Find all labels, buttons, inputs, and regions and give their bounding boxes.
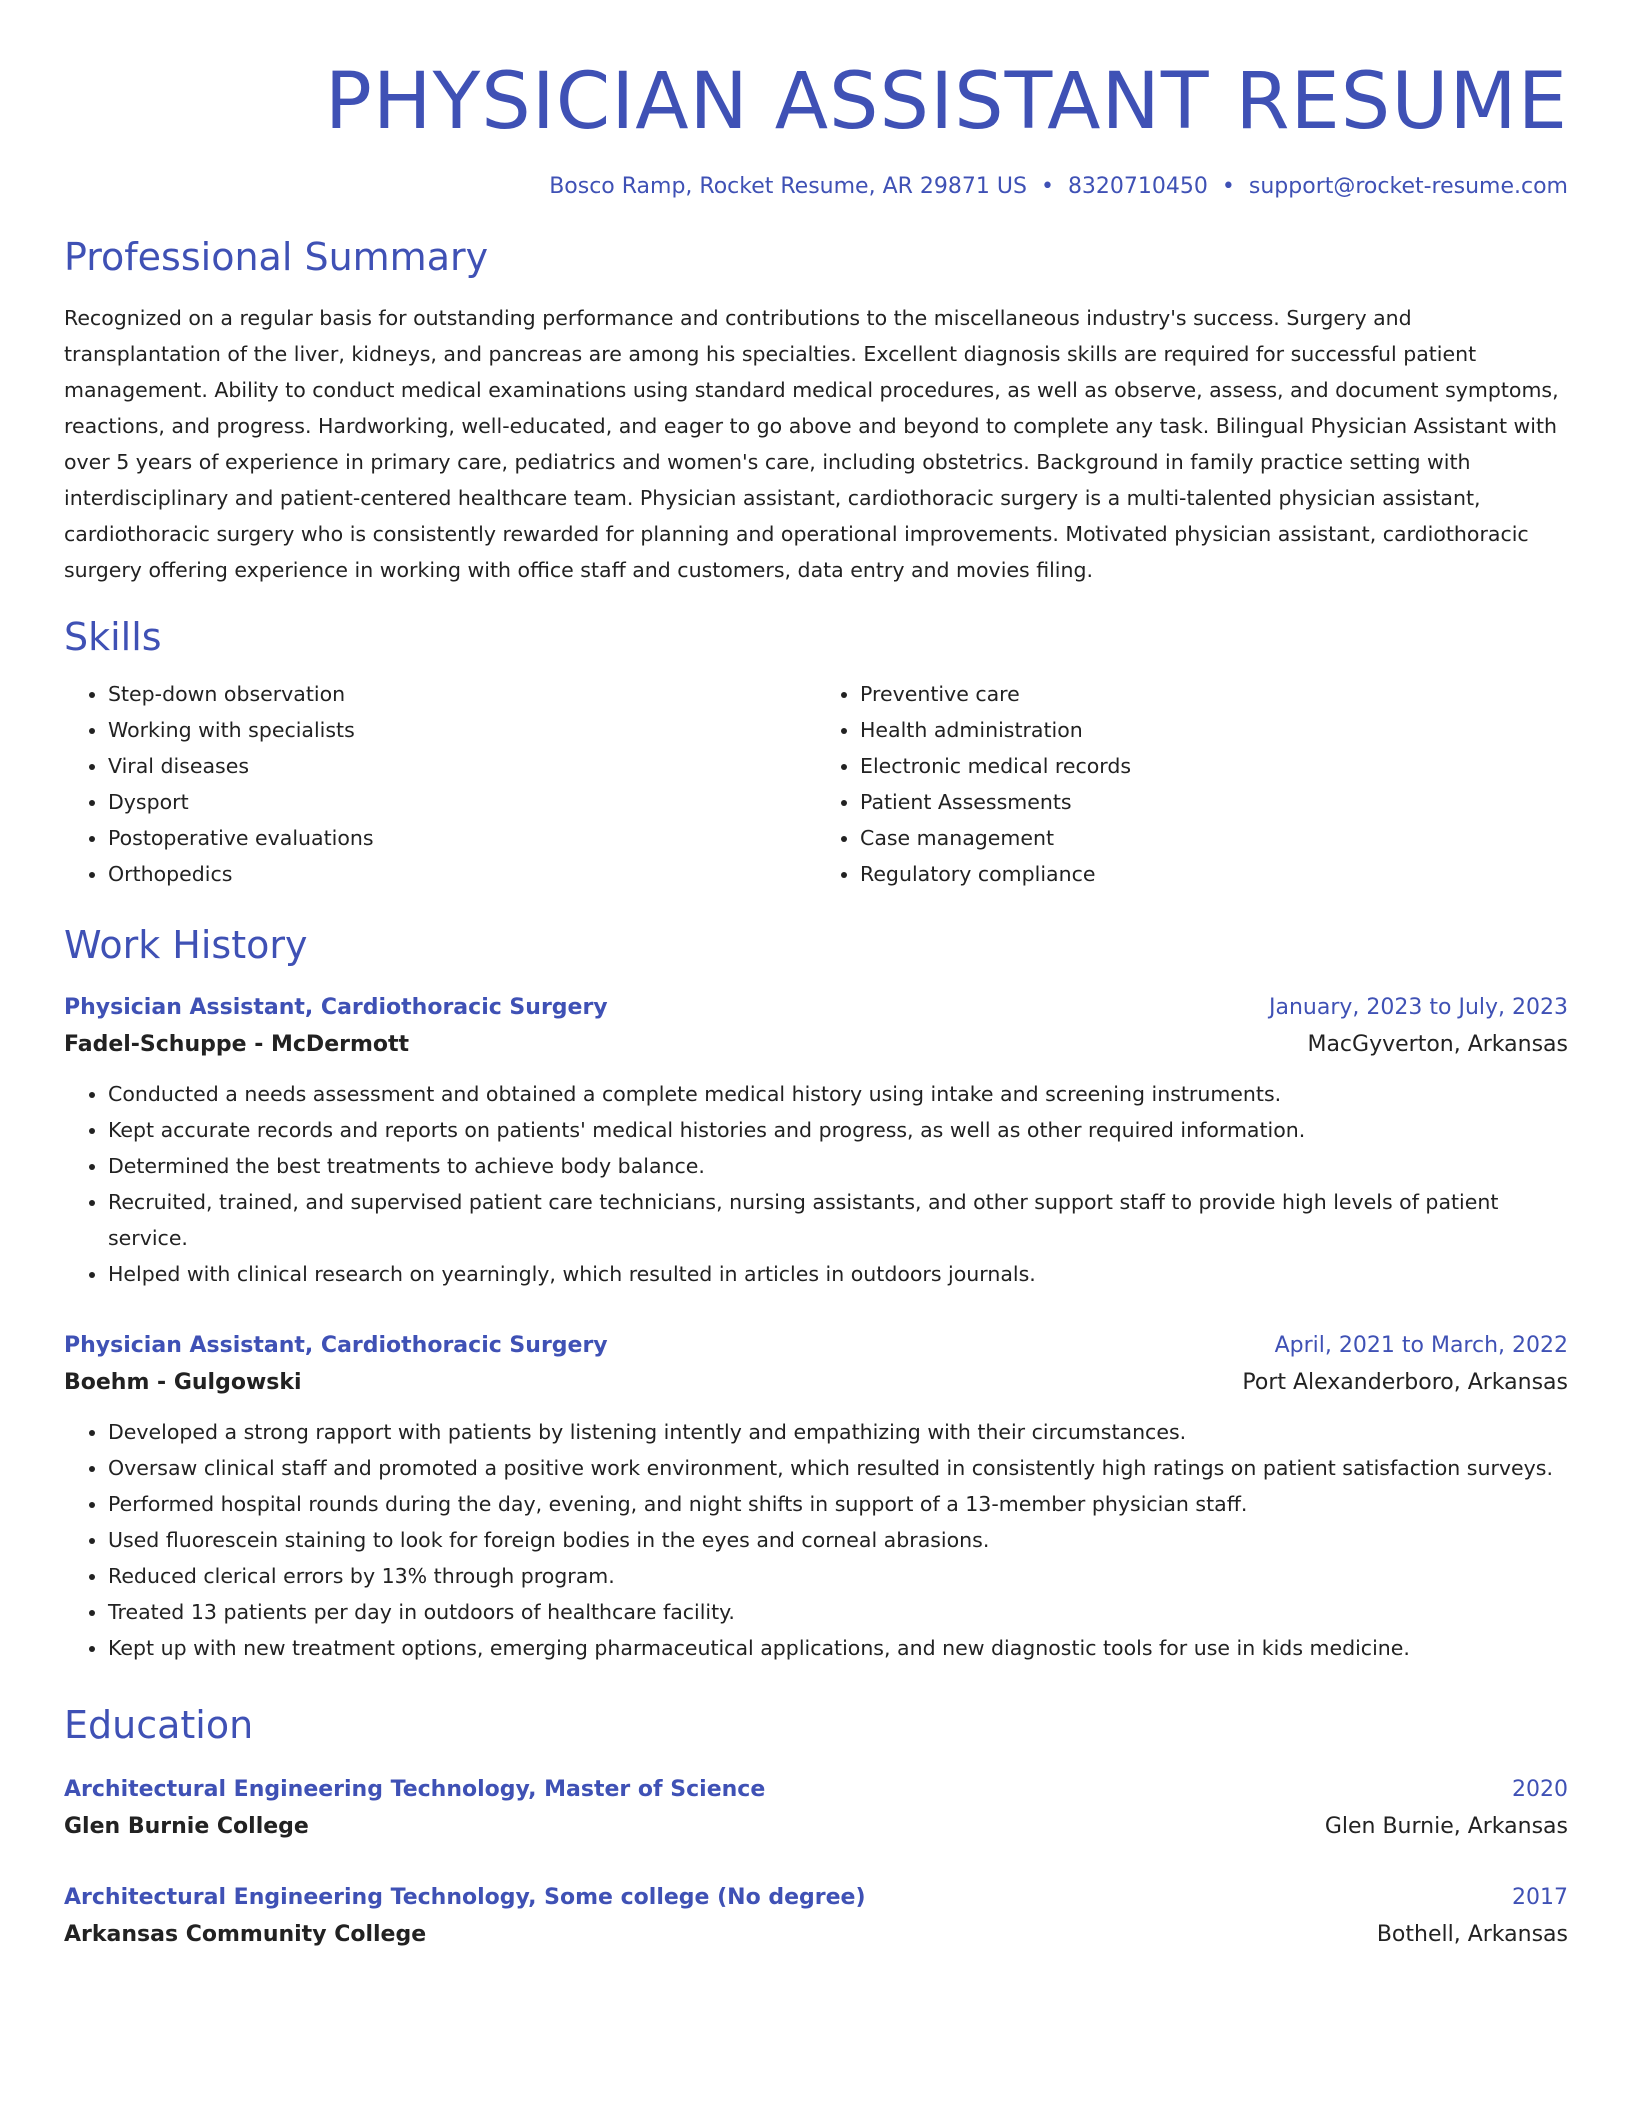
job-bullet: • Helped with clinical research on yearningly, which resulted in articles in outdoors journals.: [108, 1256, 1568, 1292]
job-company-row: [64, 1026, 1568, 1064]
education-entry: [64, 1772, 1568, 1846]
summary-text: Recognized on a regular basis for outstanding performance and contributions to the miscellaneous industry's success. Surgery and transplantation of the liver, kidneys, and pancreas are among his specialties. Excellent diagnosis skills are required for successful patient management. Ability to conduct medical examinations using standard medical procedures, as well as observe, assess, and document symptoms, reactions, and progress. Hardworking, well-educated, and eager to go above and beyond to complete any task. Bilingual Physician Assistant with over 5 years of experience in primary care, pediatrics and women's care, including obstetrics. Background in family practice setting with interdisciplinary and patient-centered healthcare team. Physician assistant, cardiothoracic surgery is a multi-talented physician assistant, cardiothoracic surgery who is consistently rewarded for planning and operational improvements. Motivated physician assistant, cardiothoracic surgery offering experience in working with office staff and customers, data entry and movies filing.: [64, 306, 1559, 582]
job-bullet: • Kept accurate records and reports on patients' medical histories and progress, as well as other required information.: [108, 1112, 1568, 1148]
section-heading-work: Work History: [64, 923, 308, 967]
job-bullet: • Recruited, trained, and supervised patient care technicians, nursing assistants, and other support staff to provide high levels of patient service.: [108, 1184, 1568, 1256]
job-company-row: [64, 1364, 1568, 1402]
skills-section: [64, 612, 1568, 892]
education-entry: [64, 1880, 1568, 1954]
job-bullets: [64, 1076, 1568, 1292]
skills-grid: [64, 676, 1568, 892]
job-entry: [64, 1328, 1568, 1666]
job-company: Boehm - Gulgowski: [64, 1370, 302, 1395]
job-location: MacGyverton, Arkansas: [1307, 1032, 1568, 1057]
contact-line: [64, 172, 1568, 202]
education-location: Glen Burnie, Arkansas: [1324, 1814, 1568, 1839]
job-bullet: • Reduced clerical errors by 13% through program.: [108, 1558, 1568, 1594]
job-entry: [64, 990, 1568, 1292]
job-bullet: • Treated 13 patients per day in outdoors of healthcare facility.: [108, 1594, 1568, 1630]
skill-item: • Electronic medical records: [860, 748, 1568, 784]
education-section: [64, 1700, 1568, 1954]
job-bullet: • Used fluorescein staining to look for foreign bodies in the eyes and corneal abrasions.: [108, 1522, 1568, 1558]
job-bullets: [64, 1414, 1568, 1666]
skill-item: • Case management: [860, 820, 1568, 856]
job-dates: April, 2021 to March, 2022: [1274, 1333, 1568, 1358]
contact-address: Bosco Ramp, Rocket Resume, AR 29871 US: [549, 174, 1027, 199]
job-role: Physician Assistant, Cardiothoracic Surgery: [64, 1333, 608, 1358]
skill-item: • Postoperative evaluations: [108, 820, 816, 856]
job-bullet: • Developed a strong rapport with patients by listening intently and empathizing with their circumstances.: [108, 1414, 1568, 1450]
skill-item: • Health administration: [860, 712, 1568, 748]
skill-item: • Patient Assessments: [860, 784, 1568, 820]
education-degree-row: [64, 1880, 1568, 1916]
job-bullet: • Oversaw clinical staff and promoted a positive work environment, which resulted in consistently high ratings on patient satisfaction surveys.: [108, 1450, 1568, 1486]
education-degree: Architectural Engineering Technology, Master of Science: [64, 1777, 766, 1802]
contact-email: support@rocket-resume.com: [1248, 174, 1568, 199]
job-bullet: • Kept up with new treatment options, emerging pharmaceutical applications, and new diagnostic tools for use in kids medicine.: [108, 1630, 1568, 1666]
education-school: Arkansas Community College: [64, 1922, 427, 1947]
section-heading-summary: Professional Summary: [64, 235, 489, 279]
skill-item: • Dysport: [108, 784, 816, 820]
job-bullet: • Conducted a needs assessment and obtained a complete medical history using intake and screening instruments.: [108, 1076, 1568, 1112]
job-company: Fadel-Schuppe - McDermott: [64, 1032, 410, 1057]
job-role: Physician Assistant, Cardiothoracic Surgery: [64, 995, 608, 1020]
job-bullet: • Performed hospital rounds during the day, evening, and night shifts in support of a 13-member physician staff.: [108, 1486, 1568, 1522]
job-title-row: [64, 1328, 1568, 1364]
education-degree-row: [64, 1772, 1568, 1808]
job-title-row: [64, 990, 1568, 1026]
section-heading-skills: Skills: [64, 615, 162, 659]
education-school-row: [64, 1808, 1568, 1846]
work-history-section: [64, 920, 1568, 1666]
skill-item: • Step-down observation: [108, 676, 816, 712]
contact-phone: 8320710450: [1067, 174, 1208, 199]
education-school-row: [64, 1916, 1568, 1954]
skills-column-left: [64, 676, 816, 892]
education-year: 2020: [1512, 1777, 1568, 1802]
contact-separator: •: [1221, 174, 1235, 199]
job-bullet: • Determined the best treatments to achieve body balance.: [108, 1148, 1568, 1184]
skill-item: • Working with specialists: [108, 712, 816, 748]
skill-item: • Preventive care: [860, 676, 1568, 712]
skill-item: • Orthopedics: [108, 856, 816, 892]
section-heading-education: Education: [64, 1703, 254, 1747]
resume-header: [64, 52, 1568, 202]
professional-summary-section: [64, 232, 1568, 588]
resume-title: PHYSICIAN ASSISTANT RESUME: [324, 57, 1568, 147]
job-location: Port Alexanderboro, Arkansas: [1242, 1370, 1568, 1395]
education-school: Glen Burnie College: [64, 1814, 309, 1839]
job-dates: January, 2023 to July, 2023: [1269, 995, 1568, 1020]
skill-item: • Viral diseases: [108, 748, 816, 784]
education-degree: Architectural Engineering Technology, Some college (No degree): [64, 1885, 866, 1910]
contact-separator: •: [1040, 174, 1054, 199]
skills-column-right: [816, 676, 1568, 892]
skill-item: • Regulatory compliance: [860, 856, 1568, 892]
education-year: 2017: [1512, 1885, 1568, 1910]
education-location: Bothell, Arkansas: [1376, 1922, 1568, 1947]
